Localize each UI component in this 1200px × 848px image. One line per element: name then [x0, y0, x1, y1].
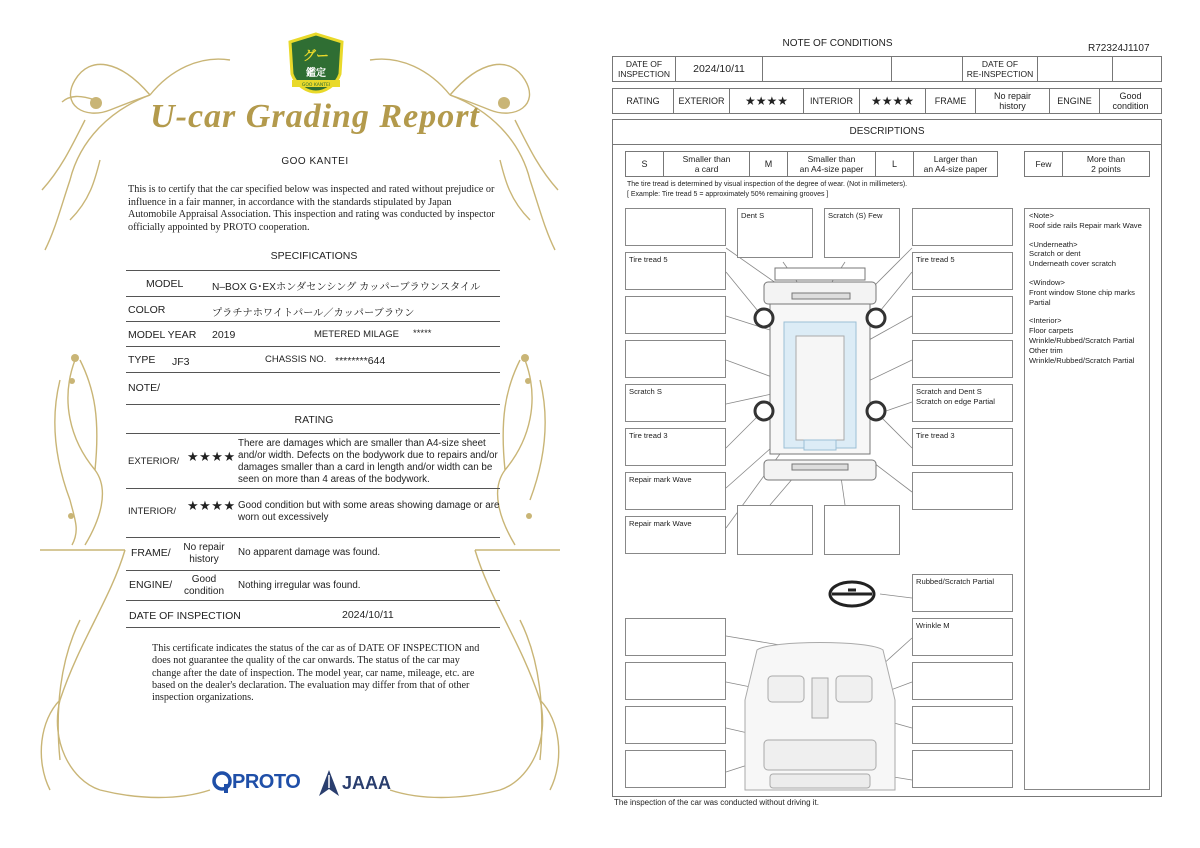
label-line: DATE OF: [981, 59, 1019, 69]
legend-line: 2 points: [1091, 164, 1121, 174]
desc-box-rear-right-tire: Tire tread 3: [912, 428, 1013, 466]
type-value: JF3: [172, 356, 190, 368]
interior-description: Good condition but with some areas showing damage or are worn out excessively: [238, 500, 500, 523]
exterior-stars: ★★★★: [730, 89, 804, 113]
desc-box: [625, 340, 726, 378]
color-value: プラチナホワイトパール／カッパーブラウン: [212, 308, 415, 319]
value-line: history: [999, 101, 1026, 111]
desc-box: [912, 662, 1013, 700]
certificate-footnote: This certificate indicates the status of the car as of DATE OF INSPECTION and does not guarantee the quality of the car onwards. The status of the car may change after the date of inspection. The model year, car name, mileage, etc. are based on the dealer's declaration. The evaluation may differ from that of other inspection organizations.: [152, 643, 480, 704]
chassis-value: ********644: [335, 355, 386, 367]
desc-box: [824, 505, 900, 555]
legend-l: L: [876, 152, 914, 176]
desc-box: [912, 706, 1013, 744]
report-subtitle: GOO KANTEI: [281, 156, 349, 167]
legend-line: Larger than: [933, 154, 978, 164]
note-heading: <Note>: [1029, 211, 1054, 220]
note-section: [1029, 211, 1145, 231]
interior-heading: <Interior>: [1029, 316, 1062, 326]
legend-line: an A4-size paper: [923, 164, 988, 174]
frame-value-line1: No repair: [183, 542, 225, 553]
date-of-inspection-value: 2024/10/11: [342, 609, 394, 621]
interior-text: Other trim: [1029, 345, 1063, 355]
desc-box-right-side: [912, 384, 1013, 422]
badge-top-text: グー: [302, 49, 330, 64]
value-line: No repair: [993, 91, 1031, 101]
desc-box-front-left-tire: Tire tread 5: [625, 252, 726, 290]
rating-label: RATING: [613, 89, 674, 113]
color-label: COLOR: [128, 304, 166, 316]
exterior-description: There are damages which are smaller than A4-size sheet and/or width. Defects on the bodywork due to repairs and/or damages smaller than a card in length and/or width can be seen on more than 4 areas of the bodywork.: [238, 438, 498, 485]
interior-label: INTERIOR: [804, 89, 860, 113]
legend-line: Smaller than: [682, 154, 731, 164]
underneath-heading: <Underneath>: [1029, 239, 1078, 249]
desc-box: [625, 618, 726, 656]
value-line: Good: [1119, 91, 1142, 101]
conditions-title: NOTE OF CONDITIONS: [782, 38, 893, 49]
desc-box: [737, 505, 813, 555]
engine-value-line1: Good: [191, 574, 217, 585]
badge-kanji: 鑑定: [306, 68, 326, 79]
date-of-inspection-label: DATE OF INSPECTION: [129, 610, 241, 622]
desc-box: [912, 750, 1013, 788]
note-text: Roof side rails Repair mark Wave: [1029, 220, 1142, 230]
interior-stars: ★★★★: [187, 498, 236, 513]
engine-description: Nothing irregular was found.: [238, 580, 361, 591]
report-title: U-car Grading Report: [150, 98, 480, 135]
frame-description: No apparent damage was found.: [238, 547, 381, 558]
desc-box-front-right-tire: Tire tread 5: [912, 252, 1013, 290]
tread-note-line: The tire tread is determined by visual inspection of the degree of wear. (Not in millimeters).: [627, 181, 908, 188]
legend-line: Smaller than: [807, 154, 856, 164]
note-label: NOTE/: [128, 382, 161, 394]
label-line: INSPECTION: [618, 69, 670, 79]
rating-heading: RATING: [294, 414, 334, 426]
desc-box: [912, 208, 1013, 246]
jaaa-logo-text: JAAA: [342, 773, 392, 793]
inspection-footer-note: The inspection of the car was conducted without driving it.: [614, 798, 819, 807]
exterior-label: EXTERIOR: [674, 89, 730, 113]
tread-note-line: [ Example: Tire tread 5 = approximately 50% remaining grooves ]: [627, 190, 829, 198]
report-number: R72324J1107: [1088, 43, 1150, 54]
label-line: RE-INSPECTION: [966, 69, 1034, 79]
underneath-section: [1029, 240, 1145, 269]
underneath-text: Scratch or dent: [1029, 249, 1081, 259]
desc-box-front-bumper: Dent S: [737, 208, 813, 258]
legend-line: an A4-size paper: [799, 164, 864, 174]
interior-section: [1029, 316, 1145, 365]
date-of-inspection-value: 2024/10/11: [676, 57, 763, 81]
interior-text: Wrinkle/Rubbed/Scratch Partial: [1029, 335, 1135, 345]
desc-box: [625, 706, 726, 744]
model-year-label: MODEL YEAR: [128, 329, 197, 341]
desc-box: [625, 208, 726, 246]
certificate-intro: This is to certify that the car specified below was inspected and rated without prejudice or influence in a fair manner, in accordance with the standards stipulated by Japan Automobile Appraisal Association. This inspection and rating was conducted by inspector officially appointed by PROTO cooperation.: [128, 184, 495, 233]
steering-wheel-icon: [830, 582, 874, 606]
desc-box-steering: Rubbed/Scratch Partial: [912, 574, 1013, 612]
model-value: N–BOX G･EXホンダセンシング カッパーブラウンスタイル: [212, 282, 481, 293]
desc-box-interior-trim: Wrinkle M: [912, 618, 1013, 656]
desc-box-rear-left-tire: Tire tread 3: [625, 428, 726, 466]
metered-milage-label: METERED MILAGE: [314, 329, 399, 340]
interior-text: Wrinkle/Rubbed/Scratch Partial: [1029, 355, 1135, 365]
interior-stars: ★★★★: [860, 89, 926, 113]
window-text: Front window Stone chip marks Partial: [1029, 287, 1135, 307]
engine-value-line2: condition: [183, 586, 225, 597]
exterior-stars: ★★★★: [187, 449, 236, 464]
value-line: condition: [1112, 101, 1149, 111]
descriptions-heading: DESCRIPTIONS: [849, 126, 925, 137]
frame-label: FRAME: [926, 89, 976, 113]
underneath-text: Underneath cover scratch: [1029, 259, 1116, 269]
desc-box: [625, 662, 726, 700]
desc-line: Scratch and Dent S: [916, 387, 982, 396]
desc-box: [625, 296, 726, 334]
car-interior-view: [745, 643, 895, 791]
desc-box: [625, 750, 726, 788]
interior-label: INTERIOR/: [128, 506, 177, 517]
badge-ribbon-text: GOO KANTEI: [301, 83, 331, 88]
legend-line: More than: [1086, 154, 1126, 164]
desc-box-left-side: Scratch S: [625, 384, 726, 422]
engine-label: ENGINE: [1050, 89, 1100, 113]
model-label: MODEL: [146, 278, 184, 290]
desc-box: [912, 472, 1013, 510]
window-section: [1029, 278, 1145, 307]
legend-s: S: [626, 152, 664, 176]
desc-box: [912, 296, 1013, 334]
desc-line: Scratch on edge Partial: [916, 397, 995, 406]
interior-text: Floor carpets: [1029, 326, 1074, 336]
type-label: TYPE: [128, 354, 156, 366]
label-line: DATE OF: [625, 59, 663, 69]
desc-box-roof-rail-left: Repair mark Wave: [625, 472, 726, 510]
legend-few: Few: [1025, 152, 1063, 176]
exterior-label: EXTERIOR/: [128, 456, 180, 467]
legend-line: a card: [694, 164, 719, 174]
metered-milage-value: *****: [413, 328, 432, 339]
proto-logo-text: PROTO: [232, 771, 301, 793]
model-year-value: 2019: [212, 329, 236, 341]
engine-label: ENGINE/: [129, 579, 173, 591]
notes-panel: [1024, 208, 1150, 790]
frame-value-line2: history: [189, 554, 219, 565]
frame-label: FRAME/: [131, 547, 171, 559]
desc-box-hood: Scratch (S) Few: [824, 208, 900, 258]
specifications-heading: SPECIFICATIONS: [270, 250, 358, 262]
desc-box-roof-rail-right: Repair mark Wave: [625, 516, 726, 554]
desc-box: [912, 340, 1013, 378]
legend-m: M: [750, 152, 788, 176]
chassis-label: CHASSIS NO.: [265, 354, 327, 365]
car-top-view: [764, 268, 876, 480]
window-heading: <Window>: [1029, 277, 1065, 287]
